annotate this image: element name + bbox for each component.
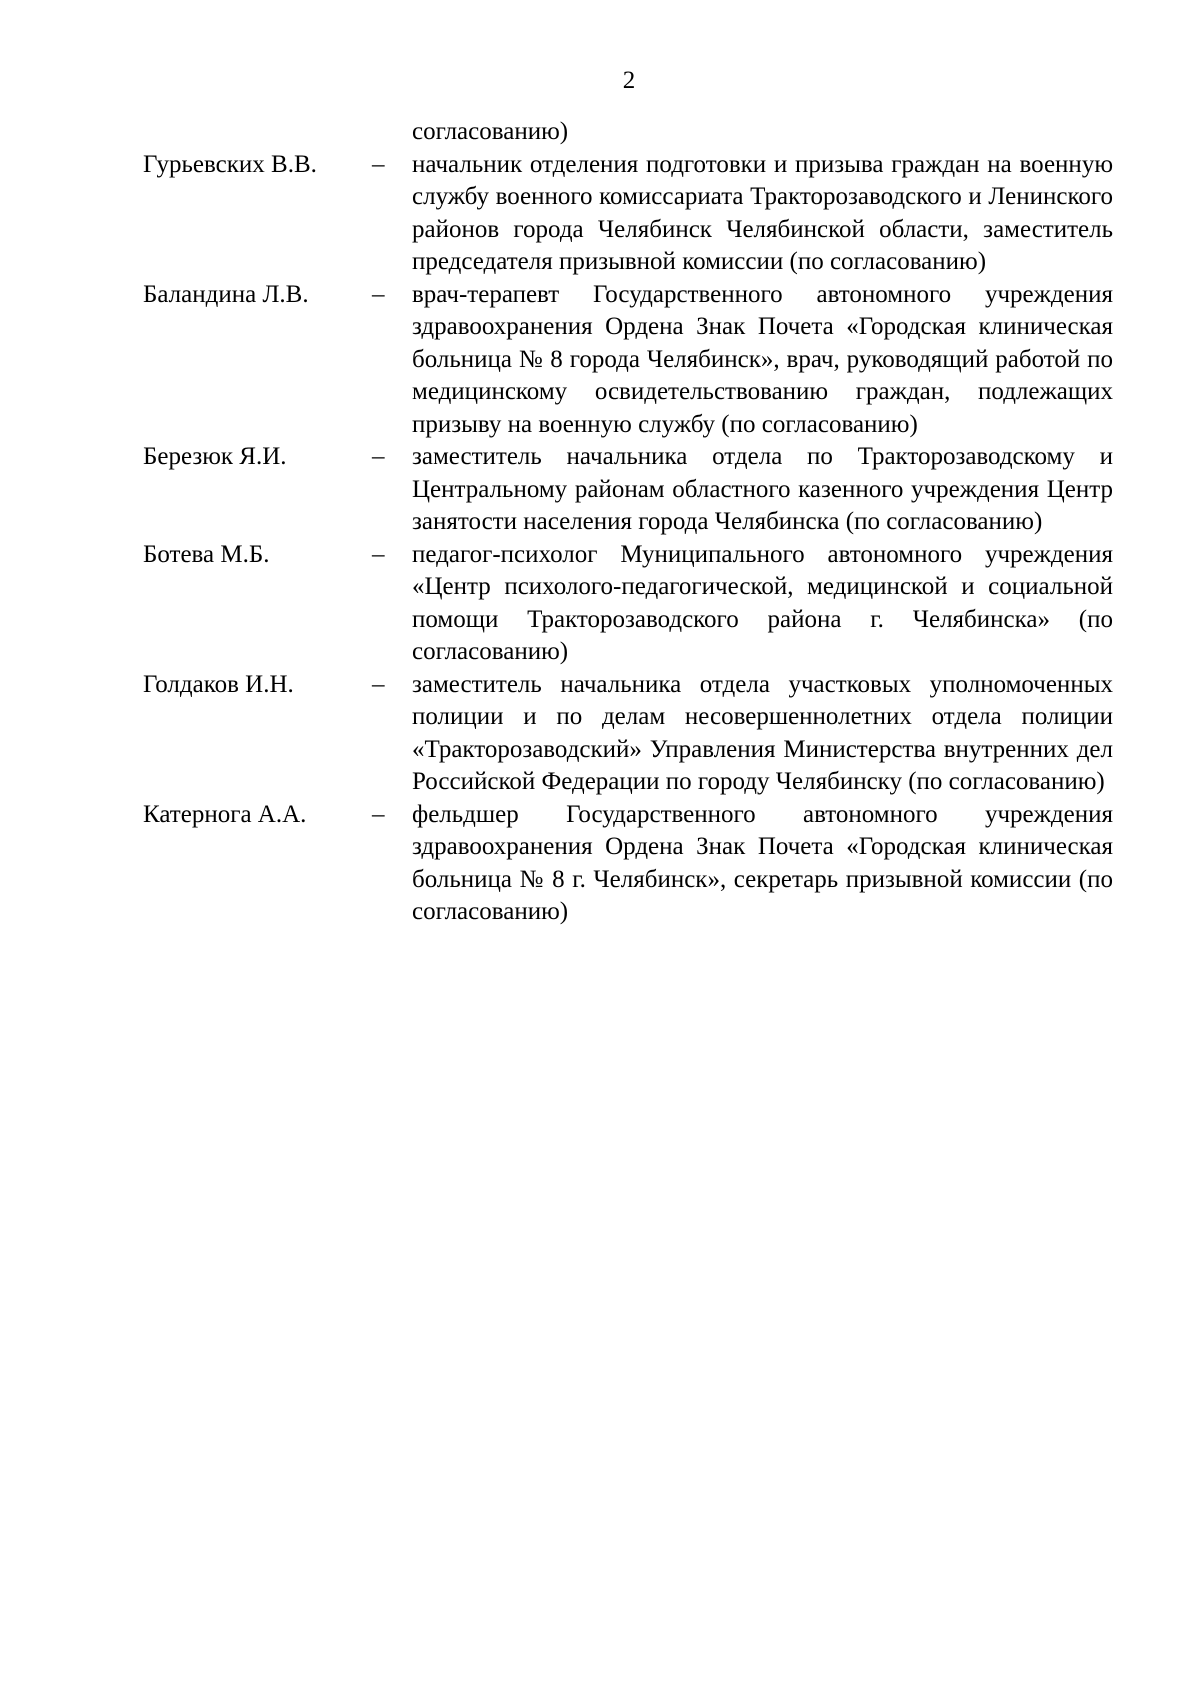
- commission-member-list: [143, 116, 1113, 929]
- dash-separator: –: [372, 443, 385, 470]
- dash-separator: –: [372, 670, 385, 698]
- member-entry-1: [143, 149, 1113, 279]
- member-name: Баландина Л.В.: [143, 280, 309, 308]
- dash-separator: –: [372, 280, 385, 308]
- member-name: Катернога А.А.: [143, 800, 307, 828]
- continued-text: согласованию): [412, 118, 569, 145]
- member-position: начальник отделения подготовки и призыва граждан на военную службу военного комиссариата Тракторозаводского и Ленинского районов города Челябинск Челябинской области, заместитель председателя призывной комиссии (по согласованию): [412, 150, 1113, 275]
- member-entry-2: [143, 279, 1113, 442]
- page-number: 2: [622, 67, 636, 94]
- member-position: заместитель начальника отдела участковых уполномоченных полиции и по делам несовершеннолетних отдела полиции «Тракторозаводский» Управления Министерства внутренних дел Российской Федерации по городу Челябинску (по согласованию): [412, 670, 1113, 795]
- dash-separator: –: [372, 540, 385, 568]
- member-entry-6: [143, 799, 1113, 929]
- member-entry-3: [143, 441, 1113, 539]
- member-position: заместитель начальника отдела по Тракторозаводскому и Центральному районам областного казенного учреждения Центр занятости населения города Челябинска (по согласованию): [412, 443, 1113, 535]
- member-position: фельдшер Государственного автономного учреждения здравоохранения Ордена Знак Почета «Городская клиническая больница № 8 г. Челябинск», секретарь призывной комиссии (по согласованию): [412, 800, 1113, 925]
- member-entry-4: [143, 539, 1113, 669]
- member-name: Голдаков И.Н.: [143, 670, 294, 698]
- member-position: педагог-психолог Муниципального автономного учреждения «Центр психолого-педагогической, медицинской и социальной помощи Тракторозаводского района г. Челябинска» (по согласованию): [412, 540, 1113, 665]
- member-position: врач-терапевт Государственного автономного учреждения здравоохранения Ордена Знак Почета «Городская клиническая больница № 8 города Челябинск», врач, руководящий работой по медицинскому освидетельствованию граждан, подлежащих призыву на военную службу (по согласованию): [412, 280, 1113, 438]
- member-name: Березюк Я.И.: [143, 443, 287, 470]
- member-name: Ботева М.Б.: [143, 540, 270, 568]
- dash-separator: –: [372, 800, 385, 828]
- member-entry-5: [143, 669, 1113, 799]
- member-name: Гурьевских В.В.: [143, 150, 317, 178]
- dash-separator: –: [372, 150, 385, 178]
